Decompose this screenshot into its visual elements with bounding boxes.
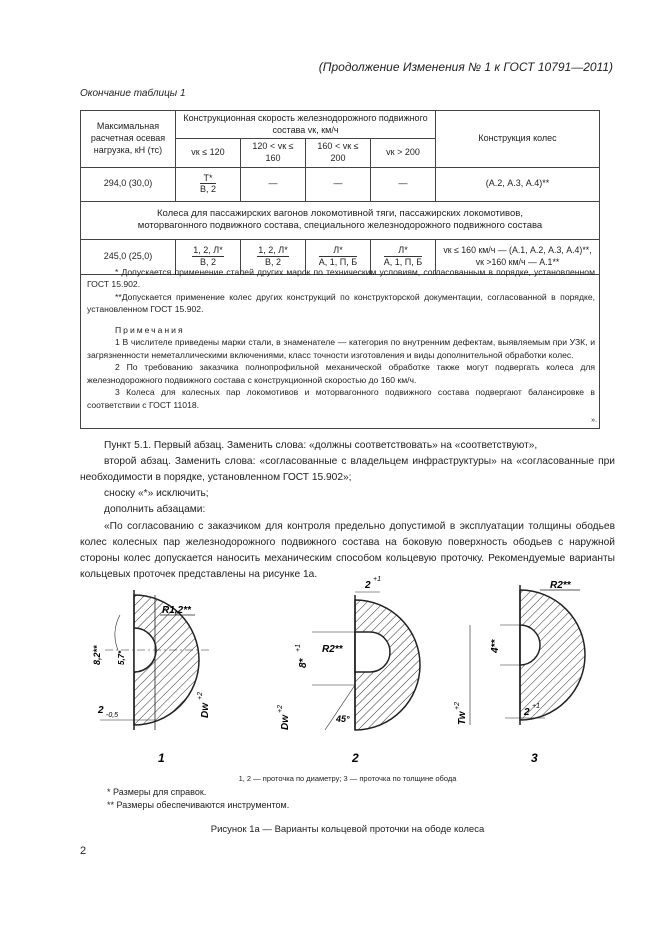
groove-variant-3 — [454, 580, 585, 765]
header-speed-3: 160 < vк ≤ 200 — [306, 139, 371, 167]
section-title: Колеса для пассажирских вагонов локомотивной тяги, пассажирских локомотивов, моторвагонного подвижного состава, специального железнодорожного подвижного состава — [81, 201, 600, 239]
width-label: 2 — [98, 705, 104, 716]
top-width-tolerance: +1 — [373, 576, 381, 583]
header-speed-2: 120 < vк ≤ 160 — [241, 139, 306, 167]
note-2: 2 По требованию заказчика полнопрофильной механической обработке также могут подвергать колеса для железнодорожного подвижного состава с конструкционной скоростью до 160 км/ч. — [87, 362, 595, 385]
footnote-reference: * Размеры для справок. — [107, 787, 207, 797]
variant-number: 1 — [158, 751, 165, 765]
load-cell: 294,0 (30,0) — [81, 167, 176, 201]
design-cell: vк ≤ 160 км/ч — (А.1, А.2, А.3, А.4)**, vк >160 км/ч — А.1** — [436, 239, 600, 274]
radius-label: R2** — [322, 644, 343, 655]
angle-label: 45° — [336, 714, 350, 724]
diameter-tolerance: +2 — [277, 705, 284, 713]
groove-figure — [0, 570, 661, 770]
notes-title: Примечания — [115, 324, 185, 335]
diameter-label: Dw — [200, 703, 211, 718]
diameter-tolerance: +2 — [197, 692, 204, 700]
design-cell: (А.2, А.3, А.4)** — [436, 167, 600, 201]
header-design: Конструкция колес — [436, 111, 600, 168]
groove-depth-label: 5,7* — [117, 650, 126, 665]
grade-cell: $\frac{1, 2, Л*}{В, 2}$ — [176, 239, 241, 274]
grade-cell: — — [241, 167, 306, 201]
thickness-label: Tw — [457, 711, 468, 725]
note-footnote-2: **Допускается применение колес других конструкций по конструкторской документации, согласованной в порядке, установленном ГОСТ 15.902. — [87, 291, 595, 315]
paragraph: «По согласованию с заказчиком для контроля предельно допустимой в эксплуатации толщины ободьев колес колесных пар железнодорожного подвижного состава на боковую поверхность ободьев с наружной стороны колес допускается наносить механическим способом кольцевую проточку. Рекомендуемые варианты кольцевых проточек представлены на рисунке 1а. — [80, 520, 615, 580]
width-tolerance: +1 — [532, 703, 540, 710]
load-cell: 245,0 (25,0) — [81, 239, 176, 274]
groove-height-label: 8,2** — [92, 645, 102, 665]
diameter-label: Dw — [280, 715, 291, 730]
radius-label: R1,2** — [162, 605, 191, 616]
grade-cell: — — [306, 167, 371, 201]
grade-cell: $\frac{Л*}{А, 1, П, Б}$ — [371, 239, 436, 274]
width-tolerance: -0,5 — [106, 712, 119, 719]
groove-variant-2 — [277, 576, 420, 765]
paragraph: сноску «*» исключить; — [104, 488, 209, 500]
figure-title: Рисунок 1а — Варианты кольцевой проточки на ободе колеса — [210, 824, 485, 835]
footnote-tool: ** Размеры обеспечиваются инструментом. — [107, 800, 290, 810]
note-3: 3 Колеса для колесных пар локомотивов и моторвагонного подвижного состава подвергают балансировке в соответствии с ГОСТ 11018. — [87, 387, 595, 410]
groove-variant-1 — [92, 590, 211, 765]
table-row — [81, 167, 600, 201]
page-number: 2 — [80, 845, 87, 857]
header-speed: Конструкционная скорость железнодорожного подвижного состава vк, км/ч — [176, 111, 436, 139]
height-label: 8* — [298, 658, 309, 668]
figure-legend: 1, 2 — проточка по диаметру; 3 — проточка по толщине обода — [238, 774, 457, 783]
steel-grade-table — [80, 110, 600, 275]
radius-label: R2** — [550, 580, 571, 591]
paragraph: второй абзац. Заменить слова: «согласованные с владельцем инфраструктуры» на «согласованные при необходимости в порядке, установленном ГОСТ 15.902»; — [80, 456, 615, 484]
grade-cell: $\frac{Т*}{В, 2}$ — [176, 167, 241, 201]
header-speed-1: vк ≤ 120 — [176, 139, 241, 167]
table-notes — [80, 263, 600, 429]
top-width-label: 2 — [365, 580, 371, 591]
amendment-text — [80, 438, 615, 583]
grade-cell: — — [371, 167, 436, 201]
paragraph: Пункт 5.1. Первый абзац. Заменить слова: «должны соответствовать» на «соответствуют», — [104, 440, 538, 451]
header-speed-4: vк > 200 — [371, 139, 436, 167]
height-tolerance: +1 — [295, 644, 302, 652]
grade-cell: $\frac{Л*}{А, 1, П, Б}$ — [306, 239, 371, 274]
closing-quote: ». — [591, 416, 597, 424]
width-label: 2 — [524, 707, 530, 718]
variant-number: 3 — [531, 751, 538, 765]
header-load: Максимальная расчетная осевая нагрузка, кН (тс) — [81, 111, 176, 168]
variant-number: 2 — [352, 751, 359, 765]
running-header: (Продолжение Изменения № 1 к ГОСТ 10791—2011) — [318, 60, 613, 74]
thickness-tolerance: +2 — [454, 702, 461, 710]
grade-cell: $\frac{1, 2, Л*}{В, 2}$ — [241, 239, 306, 274]
depth-label: 4** — [490, 639, 501, 653]
section-row — [81, 201, 600, 239]
note-1: 1 В числителе приведены марки стали, в знаменателе — категория по внутренним дефектам, выявляемым при УЗК, и загрязненности неметаллическими включениями, класс точности изготовления и виды дополнительной обработки колес. — [87, 337, 595, 360]
table-caption: Окончание таблицы 1 — [80, 88, 186, 99]
paragraph: дополнить абзацами: — [104, 504, 206, 516]
note-footnote-1: * Допускается применение сталей других марок по техническим условиям, согласованным в порядке, установленном ГОСТ 15.902. — [87, 267, 595, 290]
